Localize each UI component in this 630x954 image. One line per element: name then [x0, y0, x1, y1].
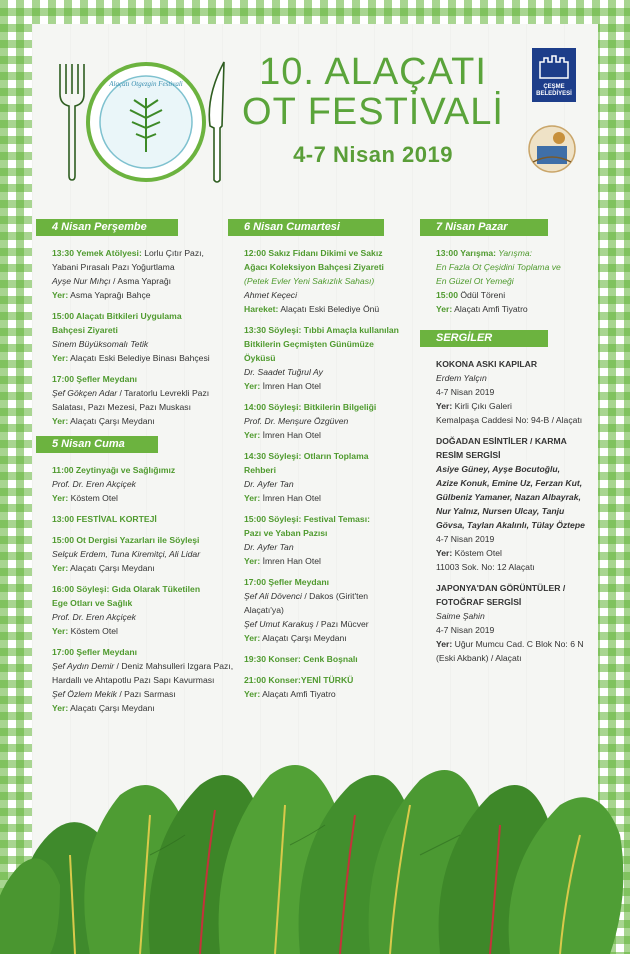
column-day3 [228, 219, 424, 708]
event-people: Selçuk Erdem, Tuna Kiremitçi, Ali Lidar [52, 549, 201, 559]
festival-dates: 4-7 Nisan 2019 [293, 142, 453, 167]
exhibit3 [420, 581, 600, 665]
column-day4-exhibits [420, 219, 600, 672]
festival-seal-badge [527, 122, 577, 176]
event-desc: Yarışma: [496, 248, 533, 258]
day2-event4 [36, 582, 236, 638]
exhibit-artist: Gövsa, Taylan Akalınlı, Tülay Öztepe [436, 520, 585, 530]
day3-header: 6 Nisan Cumartesi [228, 219, 384, 236]
event-title: 15:00 Alaçatı Bitkileri Uygulama [52, 311, 182, 321]
exhibit-artist: Erdem Yalçın [436, 373, 487, 383]
venue-label: Yer: [436, 401, 453, 411]
exhibit-date: 4-7 Nisan 2019 [436, 625, 495, 635]
exhibit-date: 4-7 Nisan 2019 [436, 534, 495, 544]
event-desc: / Taratorlu Levrekli Pazı [117, 388, 210, 398]
event-title: 17:00 Şefler Meydanı [244, 577, 330, 587]
venue-label: Yer: [244, 430, 261, 440]
day2-event1 [36, 463, 236, 505]
day3-event8 [228, 673, 424, 701]
event-title: Rehberi [244, 465, 276, 475]
venue-name: İmren Han Otel [260, 493, 321, 503]
venue-label: Yer: [52, 626, 69, 636]
event-desc: Ödül Töreni [457, 290, 506, 300]
day2-event2 [36, 512, 236, 526]
exhibit-artist: Saime Şahin [436, 611, 485, 621]
exhibit-title: JAPONYA'DAN GÖRÜNTÜLER / [436, 583, 566, 593]
day2-event5 [36, 645, 236, 715]
event-time: 13:00 Yarışma: [436, 248, 497, 258]
festival-title-line1: 10. ALAÇATI [259, 51, 487, 93]
event-title: 17:00 Şefler Meydanı [52, 647, 138, 657]
title-block [228, 52, 518, 168]
exhibit-address: Kemalpaşa Caddesi No: 94-B / Alaçatı [436, 415, 583, 425]
day1-event2 [36, 309, 236, 365]
venue-name: Asma Yaprağı Bahçe [68, 290, 151, 300]
venue-name: İmren Han Otel [260, 430, 321, 440]
exhibit-artist: Nur Yalnız, Nursen Ulcay, Tanju [436, 506, 565, 516]
event-desc: En Güzel Ot Yemeği [436, 276, 514, 286]
venue-name: Alaçatı Çarşı Meydanı [68, 703, 155, 713]
venue-label: Yer: [244, 493, 261, 503]
event-people: Prof. Dr. Eren Akçiçek [52, 612, 136, 622]
exhibits-header: SERGİLER [420, 330, 548, 347]
venue-label: Yer: [244, 556, 261, 566]
event-desc: Alaçatı'ya) [244, 605, 284, 615]
event-people: Şef Umut Karakuş [244, 619, 314, 629]
day3-event7 [228, 652, 424, 666]
event-desc: Hardallı ve Ahtapotlu Pazı Sapı Kavurması [52, 675, 215, 685]
venue-label: Yer: [52, 353, 69, 363]
event-people: Şef Özlem Mekik [52, 689, 117, 699]
day4-event1 [420, 246, 600, 316]
plate-fork-knife-illustration [54, 56, 234, 186]
day2-header: 5 Nisan Cuma [36, 436, 158, 453]
exhibit-artist: Gülbeniz Yamaner, Nazan Albayrak, [436, 492, 581, 502]
event-people: Şef Aydın Demir [52, 661, 115, 671]
event-people: Prof. Dr. Menşure Özgüven [244, 416, 349, 426]
event-title: Bitkilerin Geçmişten Günümüze [244, 339, 374, 349]
event-title: 17:00 Şefler Meydanı [52, 374, 138, 384]
event-title: 12:00 Sakız Fidanı Dikimi ve Sakız [244, 248, 383, 258]
event-title: 21:00 Konser:YENİ TÜRKÜ [244, 675, 354, 685]
event-title: 11:00 Zeytinyağı ve Sağlığımız [52, 465, 176, 475]
day1-header: 4 Nisan Perşembe [36, 219, 178, 236]
event-title: Bahçesi Ziyareti [52, 325, 118, 335]
event-people: Sinem Büyüksomalı Tetik [52, 339, 149, 349]
event-title: 15:00 Ot Dergisi Yazarları ile Söyleşi [52, 535, 200, 545]
chard-leaves-illustration [0, 735, 630, 954]
exhibit-artist: Asiye Güney, Ayşe Bocutoğlu, [436, 464, 561, 474]
event-title: Pazı ve Yaban Pazısı [244, 528, 328, 538]
event-desc: / Dakos (Girit'ten [301, 591, 369, 601]
event-desc: Lorlu Çıtır Pazı, [141, 248, 204, 258]
castle-icon [532, 48, 576, 84]
cesme-municipality-logo [532, 48, 576, 102]
exhibit-artist: Azize Konuk, Emine Uz, Ferzan Kut, [436, 478, 583, 488]
event-people: Dr. Ayfer Tan [244, 542, 294, 552]
event-people: Ayşe Nur Mıhçı [52, 276, 111, 286]
venue-name: İmren Han Otel [260, 381, 321, 391]
venue-name: Alaçatı Çarşı Meydanı [68, 563, 155, 573]
event-desc: Yabani Pırasalı Pazı Yoğurtlama [52, 262, 175, 272]
venue-name: Köstem Otel [68, 493, 118, 503]
venue-label: Yer: [436, 548, 453, 558]
venue-label: Yer: [244, 689, 261, 699]
venue-name: Alaçatı Çarşı Meydanı [260, 633, 347, 643]
venue-label: Yer: [52, 563, 69, 573]
venue-name: Alaçatı Eski Belediye Önü [278, 304, 380, 314]
day2-event3 [36, 533, 236, 575]
day3-event1 [228, 246, 424, 316]
event-people: Şef Gökçen Adar [52, 388, 118, 398]
venue-label: Hareket: [244, 304, 279, 314]
event-time: 15:00 [436, 290, 458, 300]
festival-title-line2: OT FESTİVALİ [242, 91, 504, 133]
event-title: 16:00 Söyleşi: Gıda Olarak Tüketilen [52, 584, 201, 594]
event-subtitle: (Petek Evler Yeni Sakızlık Sahası) [244, 276, 375, 286]
venue-label: Yer: [52, 703, 69, 713]
exhibit-address: 11003 Sok. No: 12 Alaçatı [436, 562, 535, 572]
exhibit1 [420, 357, 600, 427]
day3-event4 [228, 449, 424, 505]
venue-name: Alaçatı Çarşı Meydanı [68, 416, 155, 426]
column-day1-day2 [36, 219, 236, 722]
day1-event3 [36, 372, 236, 428]
day1-event1 [36, 246, 236, 302]
event-time: 13:30 Yemek Atölyesi: [52, 248, 142, 258]
event-title: 19:30 Konser: Cenk Boşnalı [244, 654, 358, 664]
venue-label: Yer: [244, 633, 261, 643]
event-desc: Salatası, Pazı Mezesi, Pazı Muskası [52, 402, 191, 412]
day3-event5 [228, 512, 424, 568]
event-title: Ege Otları ve Sağlık [52, 598, 133, 608]
event-desc: En Fazla Ot Çeşidini Toplama ve [436, 262, 561, 272]
venue-name: İmren Han Otel [260, 556, 321, 566]
event-people: Prof. Dr. Eren Akçiçek [52, 479, 136, 489]
exhibit-date: 4-7 Nisan 2019 [436, 387, 495, 397]
exhibit-title: DOĞADAN ESİNTİLER / KARMA [436, 436, 567, 446]
event-people: Dr. Ayfer Tan [244, 479, 294, 489]
day4-header: 7 Nisan Pazar [420, 219, 548, 236]
logo-name: ÇEŞME [543, 84, 565, 90]
event-desc: / Deniz Mahsulleri Izgara Pazı, [114, 661, 234, 671]
event-title: 13:30 Söyleşi: Tıbbi Amaçla kullanılan [244, 325, 399, 335]
day3-event2 [228, 323, 424, 393]
event-title: 14:00 Söyleşi: Bitkilerin Bilgeliği [244, 402, 377, 412]
exhibit2 [420, 434, 600, 574]
venue-name: Alaçatı Amfi Tiyatro [260, 689, 336, 699]
event-title: 15:00 Söyleşi: Festival Teması: [244, 514, 370, 524]
venue-name: Kirli Çıkı Galeri [452, 401, 512, 411]
event-title: 13:00 FESTİVAL KORTEJİ [52, 514, 157, 524]
day3-event6 [228, 575, 424, 645]
logo-sub: BELEDİYESİ [536, 91, 572, 97]
event-people: Şef Ali Dövenci [244, 591, 302, 601]
venue-name: Köstem Otel [452, 548, 502, 558]
plate-text: Alaçatı Otgezgin Festivali [109, 80, 183, 88]
exhibit-address: (Eski Akbank) / Alaçatı [436, 653, 522, 663]
exhibit-title: RESİM SERGİSİ [436, 450, 501, 460]
event-title: Öyküsü [244, 353, 276, 363]
venue-label: Yer: [52, 290, 69, 300]
event-desc: / Asma Yaprağı [110, 276, 172, 286]
event-desc: / Pazı Sarması [116, 689, 176, 699]
day3-event3 [228, 400, 424, 442]
venue-label: Yer: [436, 639, 453, 649]
exhibit-title: FOTOĞRAF SERGİSİ [436, 597, 522, 607]
event-people: Ahmet Keçeci [244, 290, 298, 300]
venue-label: Yer: [244, 381, 261, 391]
event-people: Dr. Saadet Tuğrul Ay [244, 367, 323, 377]
venue-label: Yer: [52, 416, 69, 426]
venue-name: Köstem Otel [68, 626, 118, 636]
venue-name: Uğur Mumcu Cad. C Blok No: 6 N [452, 639, 584, 649]
venue-label: Yer: [436, 304, 453, 314]
venue-name: Alaçatı Amfi Tiyatro [452, 304, 528, 314]
venue-name: Alaçatı Eski Belediye Binası Bahçesi [68, 353, 210, 363]
venue-label: Yer: [52, 493, 69, 503]
exhibit-title: KOKONA ASKI KAPILAR [436, 359, 538, 369]
event-title: Ağacı Koleksiyon Bahçesi Ziyareti [244, 262, 384, 272]
event-desc: / Pazı Mücver [313, 619, 369, 629]
event-title: 14:30 Söyleşi: Otların Toplama [244, 451, 369, 461]
